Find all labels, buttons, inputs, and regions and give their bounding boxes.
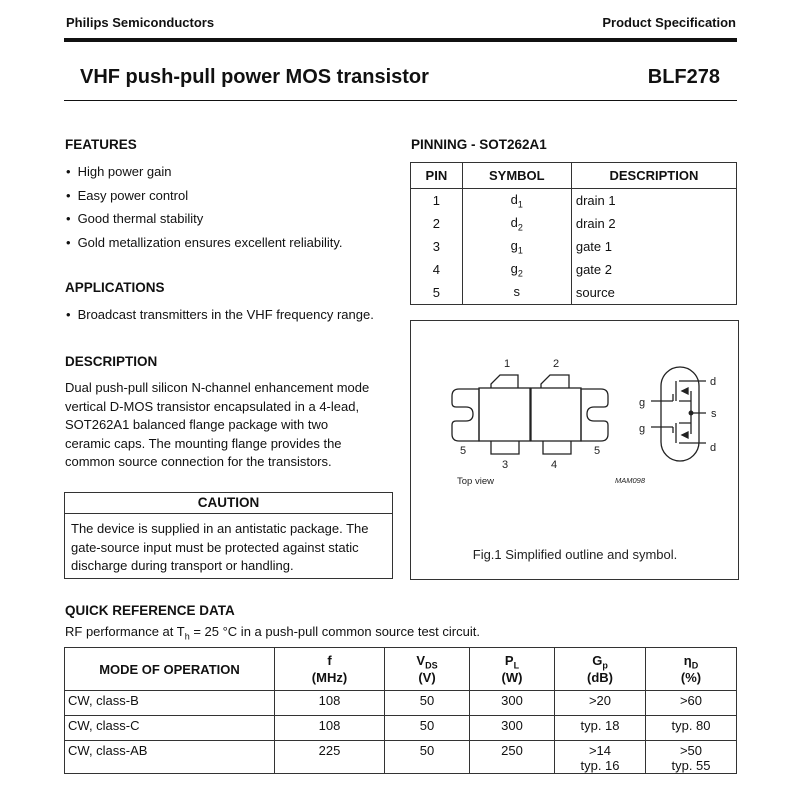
pin-description: source xyxy=(571,281,736,305)
lead-2 xyxy=(541,375,569,388)
symbol-base: g xyxy=(510,237,518,253)
pin-description: gate 1 xyxy=(571,235,736,258)
qrd-heading: QUICK REFERENCE DATA xyxy=(65,603,235,618)
header-sub: D xyxy=(691,660,699,671)
applications-list xyxy=(66,303,374,327)
pin-symbol xyxy=(462,281,571,305)
table-cell: 108 xyxy=(275,691,385,716)
flange-left xyxy=(452,389,479,441)
pin-number: 1 xyxy=(411,189,463,213)
symbol-base: d xyxy=(510,191,518,207)
source-label: s xyxy=(711,408,717,420)
column-header: SYMBOL xyxy=(462,163,571,189)
table-cell: 225 xyxy=(275,741,385,774)
header-unit: (MHz) xyxy=(311,670,348,686)
subtitle-text: RF performance at T xyxy=(65,624,185,639)
caution-text: The device is supplied in an antistatic package. The gate-source input must be protected against static discharge during transport or handling. xyxy=(71,521,369,573)
figure-box xyxy=(410,320,739,580)
pin-label-5-right: 5 xyxy=(594,445,601,457)
table-cell: CW, class-AB xyxy=(65,741,275,774)
table-row xyxy=(411,281,737,305)
list-item: • Broadcast transmitters in the VHF frequency range. xyxy=(66,303,374,327)
table-row xyxy=(65,691,737,716)
lead-1 xyxy=(491,375,518,388)
symbol-sub: 1 xyxy=(517,245,523,256)
pin-description: gate 2 xyxy=(571,258,736,281)
part-number: BLF278 xyxy=(647,66,720,88)
symbol-base: g xyxy=(510,260,518,276)
symbol-sub: 1 xyxy=(517,199,523,210)
column-header xyxy=(646,648,737,691)
column-header xyxy=(470,648,555,691)
table-row xyxy=(411,258,737,281)
table-cell: 250 xyxy=(470,741,555,774)
list-item: • Good thermal stability xyxy=(66,207,343,231)
column-header xyxy=(275,648,385,691)
pin-label-5-left: 5 xyxy=(460,445,467,457)
table-cell: >50 typ. 55 xyxy=(646,741,737,774)
table-cell: 300 xyxy=(470,716,555,741)
title-rule xyxy=(64,100,737,101)
ceramic-cap-1 xyxy=(479,388,530,441)
column-header: DESCRIPTION xyxy=(571,163,736,189)
header-sub: DS xyxy=(425,660,438,671)
header-unit: (%) xyxy=(680,670,702,686)
header-symbol: f xyxy=(327,652,332,668)
subtitle-text: = 25 °C in a push-pull common source test circuit. xyxy=(189,624,480,639)
list-item: • High power gain xyxy=(66,160,343,184)
gate-label-1: g xyxy=(639,397,646,409)
table-cell: typ. 18 xyxy=(555,716,646,741)
mosfet-symbol xyxy=(651,381,706,443)
table-row xyxy=(411,212,737,235)
pinning-heading: PINNING - SOT262A1 xyxy=(411,137,547,152)
header-unit: (dB) xyxy=(587,670,613,686)
ceramic-cap-2 xyxy=(531,388,581,441)
header-sub: L xyxy=(513,660,520,671)
figure-caption: Fig.1 Simplified outline and symbol. xyxy=(472,547,678,562)
symbol-base: d xyxy=(510,214,518,230)
header-unit: (V) xyxy=(418,670,436,686)
table-row xyxy=(65,741,737,774)
table-row xyxy=(411,189,737,213)
lead-4 xyxy=(543,441,571,454)
header-symbol: V xyxy=(416,652,426,668)
company-name: Philips Semiconductors xyxy=(66,15,215,30)
description-heading: DESCRIPTION xyxy=(65,354,158,369)
table-cell: >20 xyxy=(555,691,646,716)
body-diode-arrows xyxy=(682,388,688,438)
table-cell: >14 typ. 16 xyxy=(555,741,646,774)
table-row xyxy=(65,716,737,741)
table-row xyxy=(411,235,737,258)
top-view-label: Top view xyxy=(457,476,494,487)
subtitle-sub: h xyxy=(184,631,190,642)
pin-label-3: 3 xyxy=(502,459,509,471)
drawing-code: MAM098 xyxy=(615,476,646,485)
pin-number: 5 xyxy=(411,281,463,305)
pin-symbol xyxy=(462,189,571,213)
pin-number: 4 xyxy=(411,258,463,281)
lead-3 xyxy=(491,441,519,454)
pin-label-4: 4 xyxy=(551,459,558,471)
header-rule xyxy=(64,38,737,42)
table-cell: 50 xyxy=(385,691,470,716)
table-cell: 108 xyxy=(275,716,385,741)
table-cell: CW, class-C xyxy=(65,716,275,741)
pin-label-1: 1 xyxy=(504,358,511,370)
pinning-table xyxy=(410,162,737,305)
column-header xyxy=(385,648,470,691)
applications-heading: APPLICATIONS xyxy=(65,280,165,295)
column-header xyxy=(555,648,646,691)
table-cell: typ. 80 xyxy=(646,716,737,741)
pin-description: drain 1 xyxy=(571,189,736,213)
column-header xyxy=(65,648,275,691)
quick-reference-table xyxy=(64,647,737,774)
symbol-sub: 2 xyxy=(517,222,523,233)
pin-symbol xyxy=(462,235,571,258)
qrd-subtitle xyxy=(65,624,480,642)
header-symbol: P xyxy=(504,652,514,668)
features-heading: FEATURES xyxy=(65,137,137,152)
flange-right xyxy=(581,389,608,441)
package-outline-diagram xyxy=(411,321,738,579)
caution-heading: CAUTION xyxy=(65,493,392,514)
table-cell: 50 xyxy=(385,741,470,774)
page-title: VHF push-pull power MOS transistor xyxy=(80,66,429,88)
symbol-sub: 2 xyxy=(517,268,523,279)
features-list xyxy=(66,160,343,254)
pin-symbol xyxy=(462,212,571,235)
header-symbol: η xyxy=(683,652,692,668)
list-item: • Gold metallization ensures excellent reliability. xyxy=(66,231,343,255)
table-cell: >60 xyxy=(646,691,737,716)
table-cell: CW, class-B xyxy=(65,691,275,716)
caution-box xyxy=(64,492,393,579)
header-symbol: G xyxy=(592,652,603,668)
description-text: Dual push-pull silicon N-channel enhancement mode vertical D-MOS transistor encapsulated in a 4-lead, SOT262A1 balanced flange package with two ceramic caps. The mounting flange provides the common source connection for the transistors. xyxy=(65,380,370,469)
column-header: PIN xyxy=(411,163,463,189)
doc-type: Product Specification xyxy=(602,15,736,30)
header-sub: p xyxy=(602,660,608,671)
drain-label-2: d xyxy=(710,442,717,454)
table-cell: 50 xyxy=(385,716,470,741)
gate-label-2: g xyxy=(639,423,646,435)
pin-symbol xyxy=(462,258,571,281)
header-label: MODE OF OPERATION xyxy=(99,661,240,677)
pin-description: drain 2 xyxy=(571,212,736,235)
symbol-base: s xyxy=(513,283,521,299)
header-unit: (W) xyxy=(501,670,523,686)
list-item: • Easy power control xyxy=(66,184,343,208)
pin-number: 3 xyxy=(411,235,463,258)
table-cell: 300 xyxy=(470,691,555,716)
pin-label-2: 2 xyxy=(553,358,560,370)
drain-label-1: d xyxy=(710,376,717,388)
source-node xyxy=(689,411,693,415)
pin-number: 2 xyxy=(411,212,463,235)
